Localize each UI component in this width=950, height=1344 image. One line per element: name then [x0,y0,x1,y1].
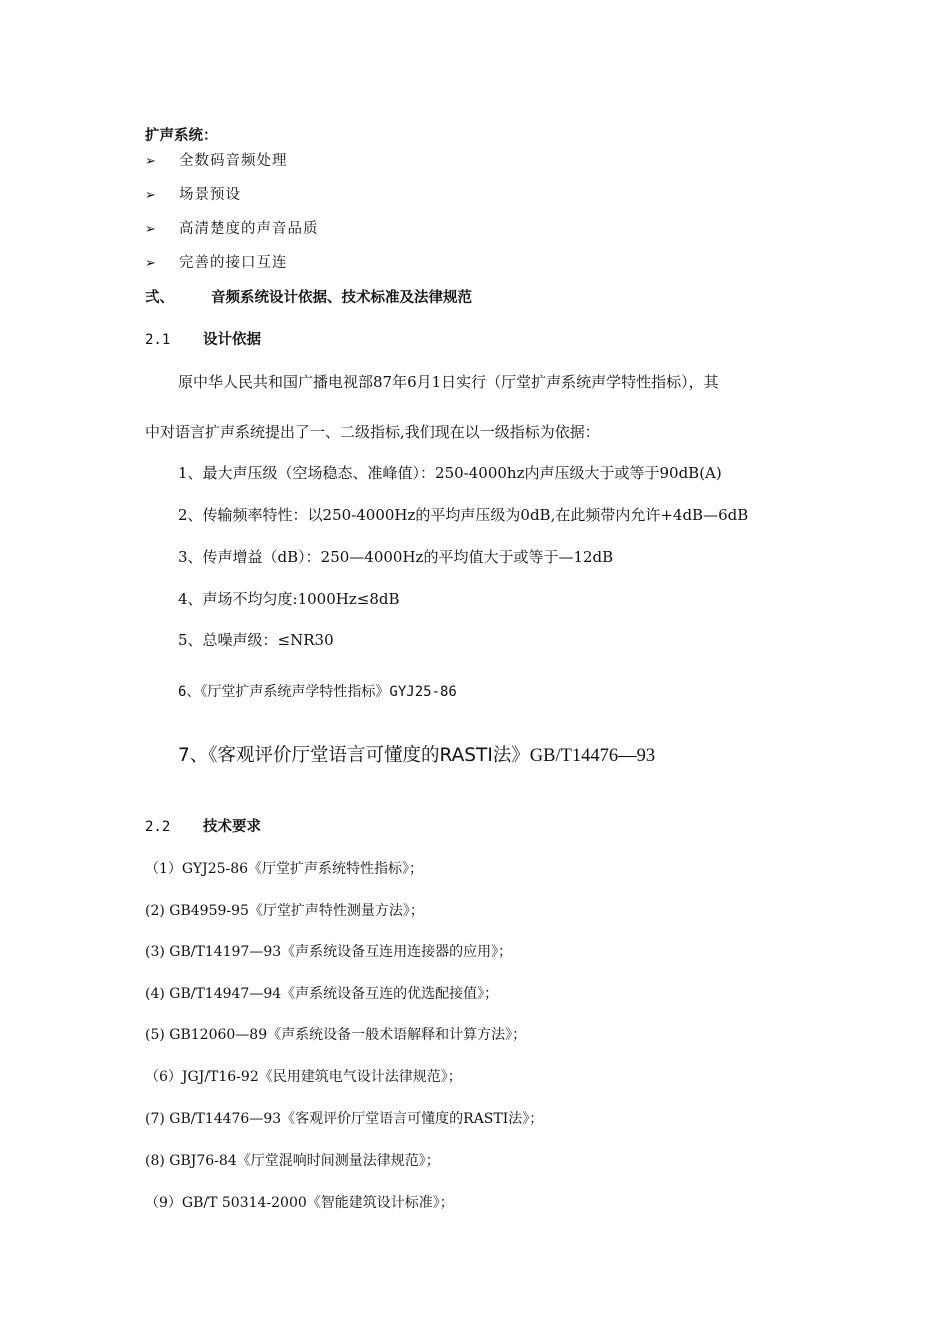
standard-item: (8) GBJ76-84《厅堂混响时间测量法律规范》； [145,1153,440,1169]
subsection-number: 2.2 [145,819,171,835]
bullet-text: 完善的接口互连 [179,255,288,271]
criteria-item: 1、最大声压级（空场稳态、准峰值）：250-4000hz内声压级大于或等于90dB(A) [178,464,722,482]
criteria-item: 6、《厅堂扩声系统声学特性指标》GYJ25-86 [178,684,457,700]
criteria-item-main: 7、《客观评价厅堂语言可懂度的RASTI法》 [178,745,530,766]
arrow-bullet-icon: ➢ [145,222,156,237]
standard-item: (7) GB/T14476—93《客观评价厅堂语言可懂度的RASTI法》； [145,1111,544,1127]
criteria-item: 3、传声增益（dB）：250—4000Hz的平均值大于或等于—12dB [178,548,614,566]
arrow-bullet-icon: ➢ [145,154,156,169]
standard-item: (5) GB12060—89《声系统设备一般术语解释和计算方法》； [145,1027,527,1043]
section-heading [145,288,472,308]
bullet-item [145,185,241,206]
bullet-text: 全数码音频处理 [179,153,288,169]
standard-item: （9）GB/T 50314-2000《智能建筑设计标准》； [145,1195,454,1211]
paragraph-line: 中对语言扩声系统提出了一、二级指标,我们现在以一级指标为依据： [145,423,600,441]
bullet-text: 场景预设 [179,187,241,203]
standard-item: (2) GB4959-95《厅堂扩声特性测量方法》； [145,903,424,919]
section-title: 音频系统设计依据、技术标准及法律规范 [211,290,472,306]
criteria-item-code: GB/T14476—93 [529,746,656,766]
criteria-item: 5、总噪声级：≤NR30 [178,631,334,649]
criteria-item: 4、声场不均匀度:1000Hz≤8dB [178,590,400,608]
standard-item: （6）JGJ/T16-92《民用建筑电气设计法律规范》； [145,1069,462,1085]
subsection-title: 设计依据 [203,332,261,348]
subsection-number: 2.1 [145,332,171,348]
bullet-item [145,253,288,274]
standard-item: (3) GB/T14197—93《声系统设备互连用连接器的应用》； [145,944,513,960]
criteria-item-large [178,744,655,768]
bullet-text: 高清楚度的声音品质 [179,221,319,237]
standard-item: （1）GYJ25-86《厅堂扩声系统特性指标》； [145,861,424,877]
subsection-heading [145,817,261,837]
paragraph-line: 原中华人民共和国广播电视部87年6月1日实行（厅堂扩声系统声学特性指标），其 [178,373,719,391]
criteria-item: 2、传输频率特性：以250-4000Hz的平均声压级为0dB,在此频带内允许+4dB—6dB [178,506,749,524]
subsection-heading [145,330,261,350]
subsection-title: 技术要求 [203,819,261,835]
bullet-item [145,151,288,172]
section-number: 弍、 [145,290,174,306]
pa-system-heading: 扩声系统： [145,128,218,144]
bullet-item [145,219,319,240]
standard-item: (4) GB/T14947—94《声系统设备互连的优选配接值》； [145,986,499,1002]
arrow-bullet-icon: ➢ [145,188,156,203]
arrow-bullet-icon: ➢ [145,256,156,271]
